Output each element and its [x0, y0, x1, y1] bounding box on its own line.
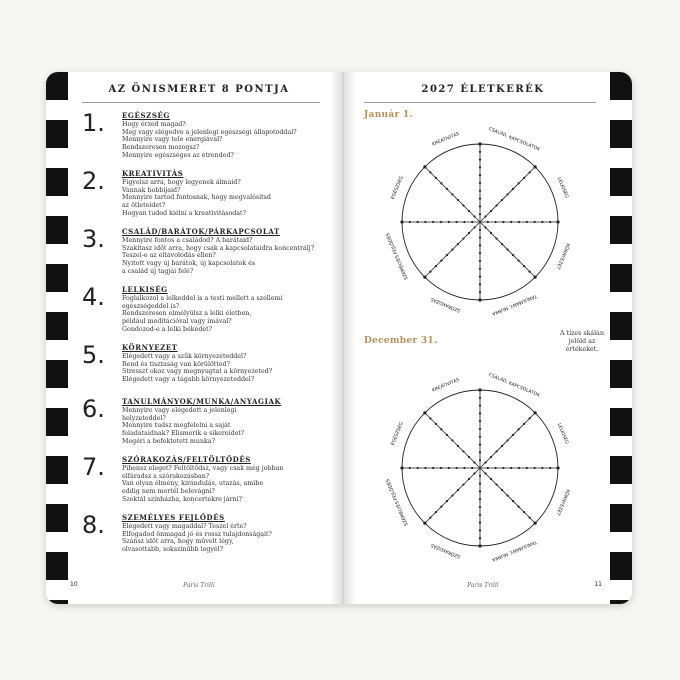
planner-spread [46, 72, 632, 604]
scale-dot [479, 514, 481, 516]
scale-dot [429, 517, 431, 519]
scale-dot [510, 467, 512, 469]
list-item [82, 342, 324, 400]
scale-dot [502, 467, 504, 469]
scale-dot [512, 500, 514, 502]
scale-dot [479, 244, 481, 246]
scale-dot [549, 221, 551, 223]
scale-dot [556, 220, 559, 223]
scale-dot [490, 478, 492, 480]
scale-dot [435, 177, 437, 179]
scale-dot [468, 210, 470, 212]
scale-note: A tízes skálán jelöld az értékeket. [560, 330, 604, 353]
scale-dot [432, 467, 434, 469]
scale-dot [468, 232, 470, 234]
scale-dot [479, 537, 481, 539]
date-label-end: December 31. [364, 336, 438, 346]
scale-dot [479, 174, 481, 176]
item-line: Hogyan tudod kiélni a kreativitásodat? [122, 209, 246, 217]
scale-dot [523, 177, 525, 179]
scale-dot [495, 204, 497, 206]
scale-dot [479, 475, 481, 477]
item-heading: KREATIVITÁS [122, 169, 184, 178]
scale-dot [471, 467, 473, 469]
scale-dot [495, 221, 497, 223]
scale-dot [501, 489, 503, 491]
scale-dot [478, 544, 481, 547]
scale-dot [479, 444, 481, 446]
scale-dot [479, 506, 481, 508]
scale-dot [446, 434, 448, 436]
scale-dot [502, 221, 504, 223]
item-line: Mennyire fontos a családod? A barátaid? [122, 237, 253, 244]
item-heading: LELKISÉG [122, 285, 168, 294]
scale-dot [534, 221, 536, 223]
item-line: Mennyire tudsz megfelelni a saját [122, 422, 231, 430]
item-line: egészségeddel is? [122, 302, 180, 310]
scale-dot [479, 213, 481, 215]
item-line: Elégedett vagy a szűk környezeteddel? [122, 353, 247, 360]
scale-dot [512, 434, 514, 436]
item-line: például meditációval vagy imával? [122, 318, 232, 326]
wheel-category-label: TANULMÁNY, MUNKA [490, 538, 538, 562]
scale-dot [423, 522, 426, 525]
scale-dot [506, 248, 508, 250]
scale-dot [534, 411, 537, 414]
scale-dot [479, 159, 481, 161]
page-number-right: 11 [594, 581, 602, 588]
scale-dot [432, 221, 434, 223]
scale-dot [451, 494, 453, 496]
scale-dot [471, 221, 473, 223]
scale-dot [457, 489, 459, 491]
scale-dot [484, 215, 486, 217]
scale-dot [479, 182, 481, 184]
item-number: 5. [82, 341, 105, 369]
life-wheel-end [383, 371, 572, 564]
list-item [82, 168, 324, 226]
scale-dot [479, 166, 481, 168]
scale-dot [479, 229, 481, 231]
left-page [68, 72, 330, 604]
scale-dot [446, 188, 448, 190]
left-stripe-edge [46, 72, 68, 604]
wheel-category-label: KÖRNYEZET [554, 242, 570, 270]
scale-dot [479, 205, 481, 207]
scale-dot [534, 276, 537, 279]
scale-dot [523, 511, 525, 513]
wheel-category-label: CSALÁD, KAPCSOLATOK [487, 372, 541, 399]
item-number: 8. [82, 511, 105, 539]
scale-dot [501, 243, 503, 245]
scale-dot [409, 467, 411, 469]
scale-dot [478, 142, 481, 145]
wheel-category-label: TANULMÁNY, MUNKA [490, 292, 538, 316]
item-number: 6. [82, 395, 105, 423]
scale-dot [409, 221, 411, 223]
scale-dot [440, 506, 442, 508]
scale-dot [478, 388, 481, 391]
wheel-category-label: KREATIVITÁS [431, 131, 461, 148]
right-stripe-edge [610, 72, 632, 604]
scale-dot [400, 220, 403, 223]
item-line: Elfogadod önmagad jó és rossz tulajdonságait? [122, 530, 272, 538]
item-line: Mennyire egészséges az étrended? [122, 151, 234, 159]
scale-dot [490, 456, 492, 458]
scale-dot [490, 210, 492, 212]
right-page [356, 72, 610, 604]
scale-dot [473, 226, 475, 228]
scale-dot [424, 221, 426, 223]
brand-logo-left: Paris Trilli [183, 582, 215, 589]
item-line: Rendszeresen mozogsz? [122, 144, 200, 152]
item-number: 1. [82, 109, 105, 137]
scale-dot [518, 467, 520, 469]
scale-dot [448, 221, 450, 223]
scale-dot [529, 517, 531, 519]
wheel-category-label: SZEMÉLYES FEJLŐDÉS [385, 477, 410, 527]
scale-dot [534, 165, 537, 168]
scale-dot [549, 467, 551, 469]
scale-dot [463, 221, 465, 223]
scale-dot [451, 248, 453, 250]
item-line: Mennyire vagy tele energiával? [122, 136, 223, 144]
item-number: 4. [82, 283, 105, 311]
item-line: Mennyire tartod fontosnak, hogy megvalósítsd [122, 194, 271, 202]
wheel-category-label: KÖRNYEZET [554, 488, 570, 516]
scale-dot [429, 417, 431, 419]
scale-dot [479, 459, 481, 461]
scale-dot [506, 494, 508, 496]
wheel-category-label: LELKISÉG [555, 422, 569, 445]
scale-dot [457, 199, 459, 201]
scale-dot [501, 445, 503, 447]
scale-dot [440, 182, 442, 184]
scale-dot [490, 232, 492, 234]
wheel-category-label: LELKISÉG [555, 176, 569, 199]
scale-dot [446, 254, 448, 256]
scale-dot [448, 467, 450, 469]
list-item [82, 396, 324, 454]
item-heading: SZÓRAKOZÁS/FELTÖLTŐDÉS [122, 455, 251, 464]
scale-dot [440, 221, 442, 223]
wheel-category-label: SZEMÉLYES FEJLŐDÉS [385, 231, 410, 281]
scale-dot [478, 298, 481, 301]
scale-dot [456, 221, 458, 223]
scale-dot [423, 165, 426, 168]
scale-dot [473, 215, 475, 217]
scale-dot [440, 467, 442, 469]
scale-dot [495, 237, 497, 239]
item-line: Stresszt okoz vagy megnyugtat a környezeted? [122, 368, 273, 376]
item-line: helyzeteddel? [122, 414, 166, 422]
scale-dot [435, 423, 437, 425]
scale-dot [479, 283, 481, 285]
scale-dot [479, 252, 481, 254]
scale-dot [510, 221, 512, 223]
scale-dot [435, 265, 437, 267]
scale-dot [479, 428, 481, 430]
scale-dot [541, 467, 543, 469]
scale-dot [526, 221, 528, 223]
scale-dot [484, 461, 486, 463]
item-line: Rendszeresen elmélyülsz a lelki életben, [122, 310, 252, 318]
list-item [82, 512, 324, 570]
scale-dot [518, 221, 520, 223]
date-label-start: Január 1. [364, 110, 413, 120]
scale-dot [479, 412, 481, 414]
scale-dot [541, 221, 543, 223]
scale-dot [479, 420, 481, 422]
right-page-title: 2027 ÉLETKERÉK [421, 84, 545, 95]
scale-dot [451, 193, 453, 195]
scale-dot [423, 276, 426, 279]
scale-dot [529, 417, 531, 419]
item-line: Teszel-e az eltávolodás ellen? [122, 252, 216, 260]
scale-dot [512, 188, 514, 190]
list-item [82, 284, 324, 342]
title-divider [82, 102, 320, 103]
life-wheel-diagrams [356, 72, 610, 604]
item-heading: TANULMÁNYOK/MUNKA/ANYAGIAK [122, 397, 282, 406]
brand-logo-right: Paris Trilli [467, 582, 499, 589]
scale-dot [462, 450, 464, 452]
scale-dot [518, 182, 520, 184]
item-heading: SZEMÉLYES FEJLŐDÉS [122, 513, 225, 522]
scale-dot [462, 204, 464, 206]
scale-dot [462, 237, 464, 239]
scale-dot [534, 522, 537, 525]
scale-dot [479, 237, 481, 239]
scale-dot [479, 190, 481, 192]
wheel-category-label: CSALÁD, KAPCSOLATOK [487, 126, 541, 153]
wheel-category-label: SZÓRAKOZÁS [430, 295, 462, 313]
item-heading: KÖRNYEZET [122, 343, 178, 352]
wheel-category-label: KREATIVITÁS [431, 377, 461, 394]
scale-dot [473, 461, 475, 463]
scale-dot [526, 467, 528, 469]
item-line: Szoktál színházba, koncertekre járni? [122, 495, 242, 503]
scale-dot [479, 522, 481, 524]
scale-dot [468, 456, 470, 458]
scale-dot [468, 478, 470, 480]
scale-dot [479, 451, 481, 453]
scale-dot [457, 243, 459, 245]
item-line: Pihensz eleget? Feltöltődsz, vagy csak még jobban [122, 465, 284, 472]
scale-dot [400, 466, 403, 469]
scale-dot [506, 193, 508, 195]
item-line: Nyitott vagy új barátok, új kapcsolatok és [122, 260, 256, 268]
item-line: Megéri a befektetett munka? [122, 437, 215, 445]
scale-dot [512, 254, 514, 256]
item-line: Szánsz időt arra, hogy művelt légy, [122, 538, 234, 546]
item-line: Foglalkozol a lelkeddel is a testi mellett a szellemi [122, 295, 283, 302]
scale-dot [479, 268, 481, 270]
scale-dot [518, 260, 520, 262]
scale-dot [417, 467, 419, 469]
scale-dot [479, 260, 481, 262]
scale-dot [440, 260, 442, 262]
page-number-left: 10 [70, 581, 78, 588]
scale-dot [429, 171, 431, 173]
scale-dot [501, 199, 503, 201]
item-line: elfáradsz a szórakozásban? [122, 472, 210, 480]
item-line: Gondozod-e a lelki békédet? [122, 325, 212, 333]
scale-dot [479, 276, 481, 278]
item-line: Hogy érzed magad? [122, 121, 186, 128]
scale-dot [479, 291, 481, 293]
scale-dot [463, 467, 465, 469]
scale-dot [484, 472, 486, 474]
item-line: feladataidnak? Elismerik a sikereidet? [122, 430, 245, 438]
scale-dot [479, 483, 481, 485]
scale-dot [424, 467, 426, 469]
book-gutter [330, 72, 356, 604]
scale-dot [487, 221, 489, 223]
left-page-title: AZ ÖNISMERET 8 PONTJA [108, 84, 290, 95]
scale-dot [479, 405, 481, 407]
item-line: Meg vagy elégedve a jelenlegi egészségi állapotoddal? [122, 128, 297, 136]
item-number: 7. [82, 453, 105, 481]
item-line: az ötleteidet? [122, 202, 166, 210]
scale-dot [451, 439, 453, 441]
item-line: Elégedett vagy magaddal? Teszel érte? [122, 523, 247, 530]
list-item [82, 454, 324, 512]
scale-dot [487, 467, 489, 469]
item-heading: CSALÁD/BARÁTOK/PÁRKAPCSOLAT [122, 227, 280, 236]
scale-dot [518, 506, 520, 508]
scale-dot [479, 198, 481, 200]
scale-dot [523, 265, 525, 267]
item-line: Van olyan élmény, kirándulás, utazás, amibe [122, 480, 264, 488]
scale-dot [440, 428, 442, 430]
item-line: Szakítasz időt arra, hogy csak a kapcsolataidra koncentrálj? [122, 244, 315, 252]
scale-dot [479, 151, 481, 153]
item-number: 2. [82, 167, 105, 195]
scale-dot [556, 466, 559, 469]
scale-dot [479, 490, 481, 492]
scale-dot [479, 529, 481, 531]
item-line: Vannak hobbijaid? [122, 186, 181, 194]
item-line: Rend és tisztaság van körülötted? [122, 360, 230, 368]
scale-dot [506, 439, 508, 441]
item-line: Elégedett vagy a tágabb környezeteddel? [122, 376, 255, 384]
scale-dot [495, 467, 497, 469]
scale-dot [446, 500, 448, 502]
scale-dot [534, 467, 536, 469]
life-wheel-start [383, 125, 572, 318]
item-line: olvasottabb, sokszínűbb legyél? [122, 546, 224, 554]
scale-dot [529, 171, 531, 173]
item-line: Mennyire vagy elégedett a jelenlegi [122, 407, 237, 414]
scale-dot [423, 411, 426, 414]
item-line: Figyelsz arra, hogy legyenek álmaid? [122, 179, 241, 186]
scale-dot [495, 483, 497, 485]
scale-dot [479, 498, 481, 500]
list-item [82, 110, 324, 168]
scale-dot [484, 226, 486, 228]
scale-dot [495, 450, 497, 452]
scale-dot [457, 445, 459, 447]
wheel-category-label: EGÉSZSÉG [390, 421, 405, 447]
wheel-category-label: EGÉSZSÉG [390, 175, 405, 201]
scale-dot [479, 397, 481, 399]
item-line: eddig nem mertél belevágni? [122, 488, 215, 496]
scale-dot [479, 436, 481, 438]
scale-dot [435, 511, 437, 513]
scale-dot [429, 271, 431, 273]
scale-dot [518, 428, 520, 430]
wheel-category-label: SZÓRAKOZÁS [430, 541, 462, 559]
item-number: 3. [82, 225, 105, 253]
item-heading: EGÉSZSÉG [122, 111, 170, 120]
scale-dot [473, 472, 475, 474]
scale-dot [417, 221, 419, 223]
scale-dot [523, 423, 525, 425]
scale-dot [462, 483, 464, 485]
scale-dot [529, 271, 531, 273]
scale-dot [456, 467, 458, 469]
item-line: a család új tagjai felé? [122, 267, 194, 275]
list-item [82, 226, 324, 284]
